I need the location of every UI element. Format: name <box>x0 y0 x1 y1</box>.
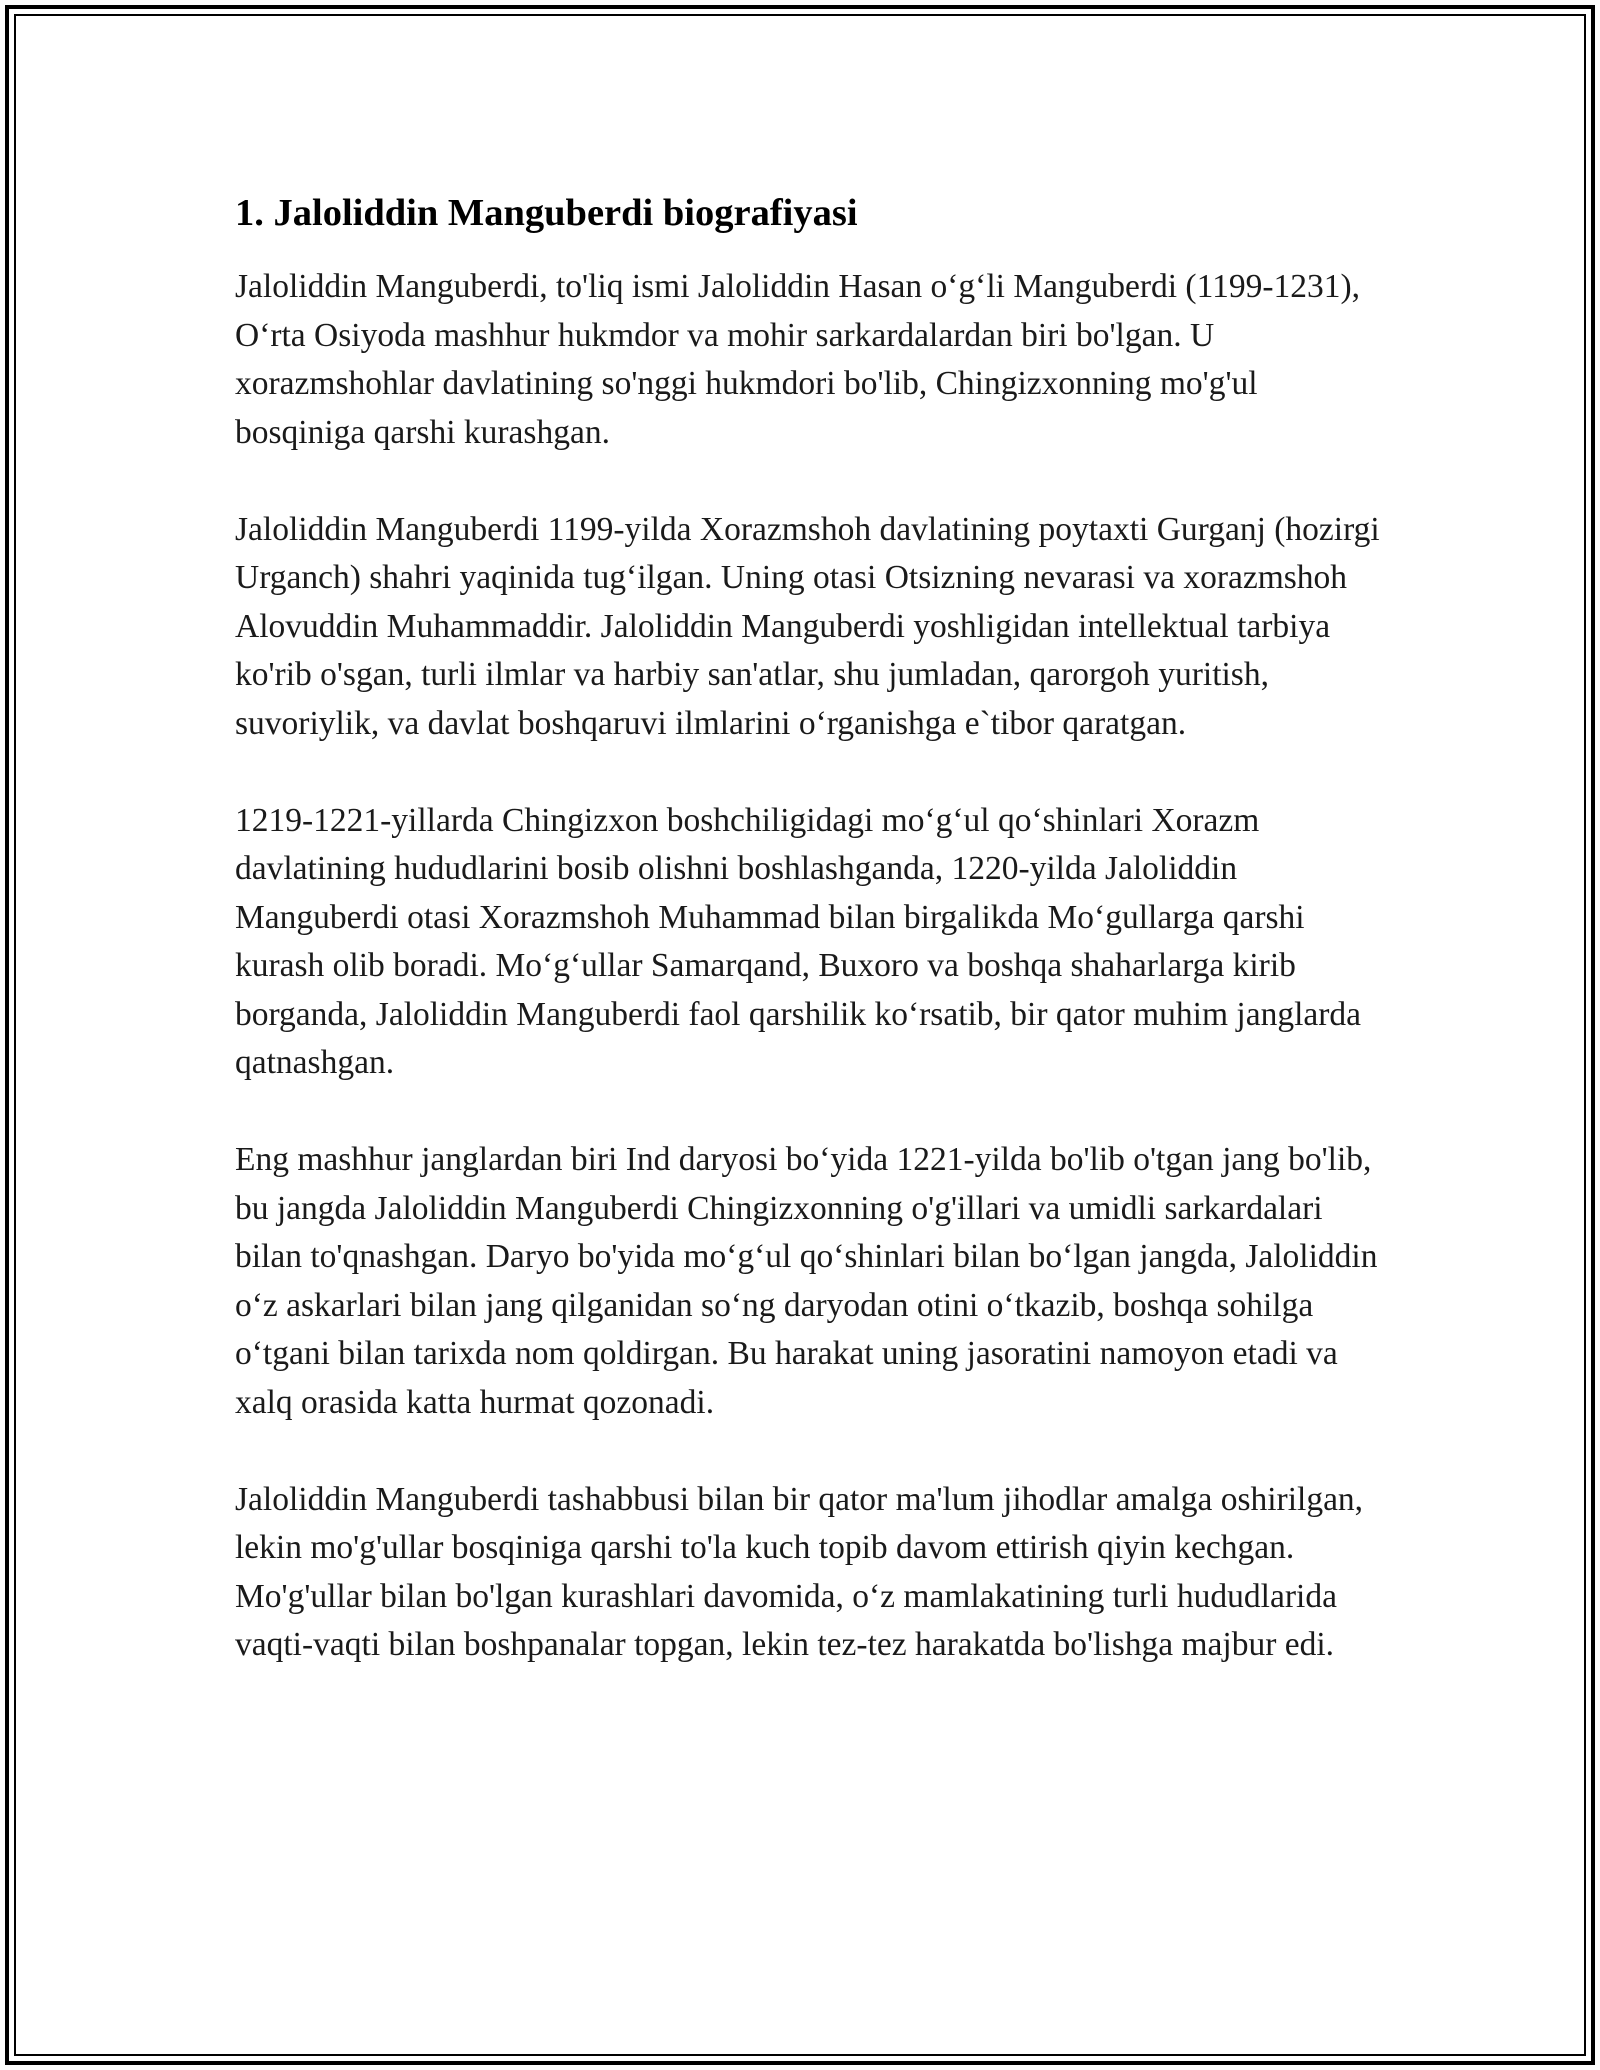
document-body <box>235 185 1385 1718</box>
paragraph-indus-battle: Eng mashhur janglardan biri Ind daryosi bo‘yida 1221-yilda bo'lib o'tgan jang bo'lib, bu jangda Jaloliddin Manguberdi Chingizxonning o'g'illari va umidli sarkardalari bilan to'qnashgan. Daryo bo'yida mo‘g‘ul qo‘shinlari bilan bo‘lgan jangda, Jaloliddin o‘z askarlari bilan jang qilganidan so‘ng daryodan otini o‘tkazib, boshqa sohilga o‘tgani bilan tarixda nom qoldirgan. Bu harakat uning jasoratini namoyon etadi va xalq orasida katta hurmat qozonadi. <box>235 1141 1378 1421</box>
section-heading: 1. Jaloliddin Manguberdi biografiyasi <box>235 192 858 234</box>
paragraph-mongol-invasion: 1219-1221-yillarda Chingizxon boshchiligidagi mo‘g‘ul qo‘shinlari Xorazm davlatining hududlarini bosib olishni boshlashganda, 1220-yilda Jaloliddin Manguberdi otasi Xorazmshoh Muhammad bilan birgalikda Mo‘gullarga qarshi kurash olib boradi. Mo‘g‘ullar Samarqand, Buxoro va boshqa shaharlarga kirib borganda, Jaloliddin Manguberdi faol qarshilik ko‘rsatib, bir qator muhim janglarda qatnashgan. <box>235 801 1362 1081</box>
paragraph-intro: Jaloliddin Manguberdi, to'liq ismi Jaloliddin Hasan o‘g‘li Manguberdi (1199-1231), O‘rta Osiyoda mashhur hukmdor va mohir sarkardalardan biri bo'lgan. U xorazmshohlar davlatining so'nggi hukmdori bo'lib, Chingizxonning mo'g'ul bosqiniga qarshi kurashgan. <box>235 268 1361 451</box>
paragraph-later-struggle: Jaloliddin Manguberdi tashabbusi bilan bir qator ma'lum jihodlar amalga oshirilgan, lekin mo'g'ullar bosqiniga qarshi to'la kuch topib davom ettirish qiyin kechgan. Mo'g'ullar bilan bo'lgan kurashlari davomida, o‘z mamlakatining turli hududlarida vaqti-vaqti bilan boshpanalar topgan, lekin tez-tez harakatda bo'lishga majbur edi. <box>235 1480 1364 1663</box>
paragraph-birth: Jaloliddin Manguberdi 1199-yilda Xorazmshoh davlatining poytaxti Gurganj (hozirgi Urganch) shahri yaqinida tug‘ilgan. Uning otasi Otsizning nevarasi va xorazmshoh Alovuddin Muhammaddir. Jaloliddin Manguberdi yoshligidan intellektual tarbiya ko'rib o'sgan, turli ilmlar va harbiy san'atlar, shu jumladan, qarorgoh yuritish, suvoriylik, va davlat boshqaruvi ilmlarini o‘rganishga e`tibor qaratgan. <box>235 510 1380 742</box>
